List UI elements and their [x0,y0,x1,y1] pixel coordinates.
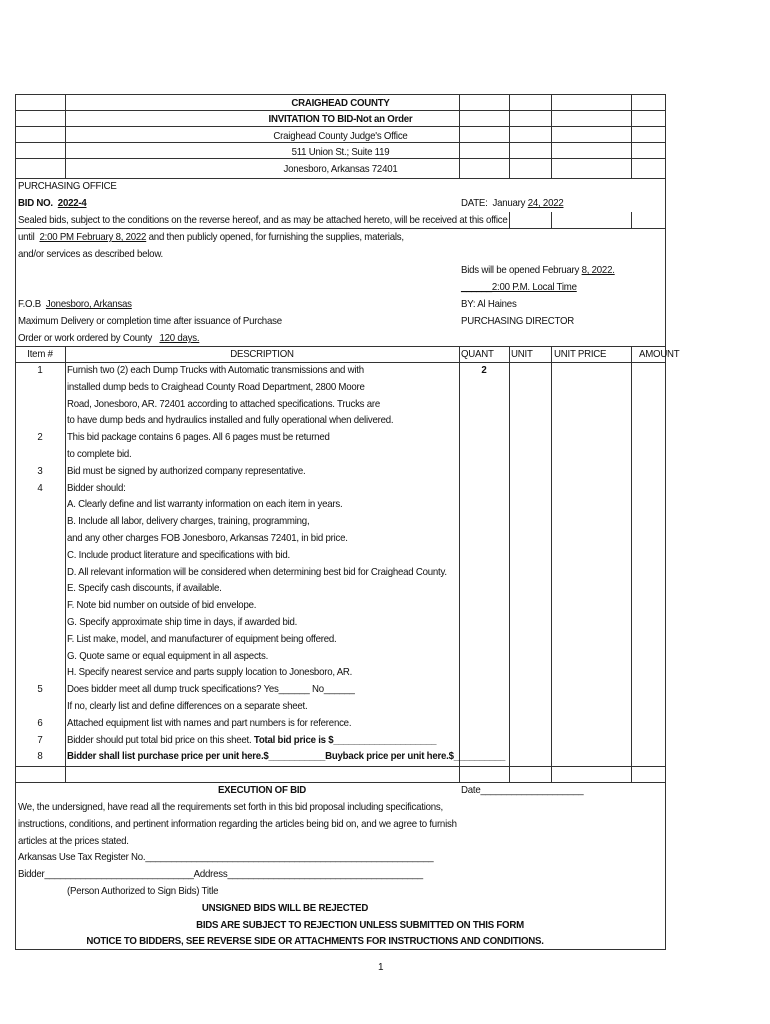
item-text: G. Specify approximate ship time in days, if awarded bid. [67,616,298,628]
item-description [67,597,256,613]
agreement-line-1: We, the undersigned, have read all the requirements set forth in this bid proposal including specifications, [18,801,443,813]
grid-line [15,94,16,950]
item-number: 3 [37,464,43,477]
office-name: Craighead County Judge's Office [273,130,408,142]
item-text: C. Include product literature and specifications with bid. [67,548,290,561]
tax-register: Arkansas Use Tax Register No.________________________________________________________ [18,851,434,863]
grid-line [551,346,552,782]
item-text: If no, clearly list and define differences on a separate sheet. [67,700,308,712]
item-description [67,429,330,445]
item-number: 8 [37,750,43,763]
bids-opened: Bids will be opened February 8, 2022. [461,264,615,276]
item-text: H. Specify nearest service and parts supply location to Jonesboro, AR. [67,666,353,679]
item-description [67,463,305,479]
item-number: 4 [37,481,43,494]
item-description [67,379,365,395]
fob: F.O.B Jonesboro, Arkansas [18,298,132,310]
purchasing-director: PURCHASING DIRECTOR [461,315,575,327]
item-number: 7 [37,733,43,746]
col-unit: UNIT [511,348,533,360]
item-number: 2 [37,431,43,444]
item-description [67,580,222,596]
bidder-notice: NOTICE TO BIDDERS, SEE REVERSE SIDE OR ATTACHMENTS FOR INSTRUCTIONS AND CONDITIONS. [86,935,544,947]
item-description [67,748,505,764]
grid-line [509,212,510,228]
until-line: until 2:00 PM February 8, 2022 and then publicly opened, for furnishing the supplies, materials, [18,231,404,243]
item-text: Bidder should: [67,481,126,494]
item-number: 1 [37,364,43,376]
item-text: B. Include all labor, delivery charges, training, programming, [67,515,310,528]
grid-line [631,346,632,782]
item-text: Bidder should put total bid price on this sheet. [67,733,254,746]
item-description [67,648,268,664]
item-text: E. Specify cash discounts, if available. [67,582,222,595]
services-text: and/or services as described below. [18,248,163,260]
item-text: This bid package contains 6 pages. All 6 pages must be returned [67,431,330,444]
col-item: Item # [27,348,53,360]
item-text: and any other charges FOB Jonesboro, Arkansas 72401, in bid price. [67,532,348,544]
item-text: to complete bid. [67,448,132,460]
item-description [67,698,307,714]
item-bold-text: Bidder shall list purchase price per unit here.$___________Buyback price per unit here.$__________ [67,750,506,763]
item-description [67,496,342,512]
item-description [67,362,364,378]
unsigned-notice: UNSIGNED BIDS WILL BE REJECTED [201,902,369,914]
grid-line [15,766,666,767]
opening-time: ______2:00 P.M. Local Time [461,281,577,293]
item-description [67,446,132,462]
item-description [67,480,126,496]
grid-line [551,212,552,228]
item-text: Furnish two (2) each Dump Trucks with Automatic transmissions and with [67,364,364,376]
execution-date: Date____________________ [461,784,584,796]
grid-line [459,346,460,782]
item-description [67,530,348,546]
grid-line [65,346,66,782]
grid-line [631,212,632,228]
item-text: D. All relevant information will be considered when determining best bid for Craighead County. [67,565,447,578]
by-line: BY: Al Haines [461,298,517,310]
item-text: Attached equipment list with names and part numbers is for reference. [67,716,352,729]
item-description [67,564,447,580]
item-number: 5 [37,683,43,696]
sealed-bids-text: Sealed bids, subject to the conditions on the reverse hereof, and as may be attached hereto, will be received at this office [18,214,508,226]
office-city: Jonesboro, Arkansas 72401 [283,163,398,175]
grid-line [509,346,510,782]
bidder-address: Bidder_____________________________Address______________________________________ [18,868,423,880]
item-description [67,681,355,697]
col-quant: QUANT [461,348,494,360]
bid-date: DATE: January 24, 2022 [461,197,564,209]
item-description [67,715,351,731]
item-text: G. Quote same or equal equipment in all aspects. [67,649,269,662]
item-text: Road, Jonesboro, AR. 72401 according to attached specifications. Trucks are [67,397,381,410]
order-days: Order or work ordered by County 120 days. [18,332,200,344]
item-description [67,664,352,680]
county-title: CRAIGHEAD COUNTY [291,97,390,109]
col-description: DESCRIPTION [230,348,294,360]
purchasing-office: PURCHASING OFFICE [18,180,117,192]
person-title: (Person Authorized to Sign Bids) Title [67,885,219,897]
grid-line [665,94,666,950]
item-description [67,412,393,428]
col-unit-price: UNIT PRICE [554,348,607,360]
item-text: to have dump beds and hydraulics installed and fully operational when delivered. [67,414,394,427]
item-description [67,547,290,563]
bid-number: BID NO. 2022-4 [18,197,87,209]
item-text: Does bidder meet all dump truck specifications? Yes______ No______ [67,683,355,696]
col-amount: AMOUNT [639,348,680,360]
invitation-title: INVITATION TO BID-Not an Order [268,113,413,125]
agreement-line-3: articles at the prices stated. [18,835,129,847]
item-bold-text: Total bid price is $____________________ [253,733,437,746]
page-number: 1 [378,962,384,973]
item-text: F. Note bid number on outside of bid envelope. [67,599,257,612]
item-number: 6 [37,716,43,729]
max-delivery: Maximum Delivery or completion time after issuance of Purchase [18,315,282,327]
grid-line [15,949,666,950]
item-description [67,631,336,647]
item-text: A. Clearly define and list warranty information on each item in years. [67,498,343,511]
item-description [67,396,380,412]
bid-form-table [15,94,680,950]
agreement-line-2: instructions, conditions, and pertinent information regarding the articles being bid on, and we agree to furnish [18,818,457,830]
office-street: 511 Union St.; Suite 119 [291,146,390,158]
execution-title: EXECUTION OF BID [217,784,307,796]
item-text: installed dump beds to Craighead County Road Department, 2800 Moore [67,380,365,393]
item-description [67,732,436,748]
item-text: Bid must be signed by authorized company representative. [67,464,306,477]
item-quantity: 2 [481,364,487,376]
item-text: F. List make, model, and manufacturer of equipment being offered. [67,632,337,645]
item-description [67,513,309,529]
rejection-notice: BIDS ARE SUBJECT TO REJECTION UNLESS SUBMITTED ON THIS FORM [196,919,524,931]
item-description [67,614,297,630]
